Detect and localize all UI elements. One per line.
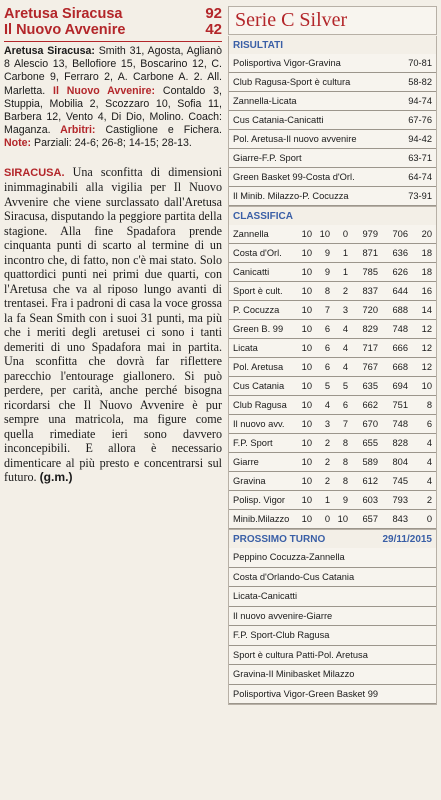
standings-ps: 668: [392, 362, 408, 372]
standings-g: 9: [324, 267, 330, 277]
away-points: 42: [205, 21, 222, 38]
standings-team: Club Ragusa: [233, 400, 287, 410]
standings-team: Sport è cult.: [233, 286, 283, 296]
standings-l: 9: [342, 495, 348, 505]
standings-pf: 670: [362, 419, 378, 429]
standings-pts: 10: [301, 495, 312, 505]
box-team2: Il Nuovo Avvenire:: [45, 84, 156, 97]
standings-ps: 644: [392, 286, 408, 296]
arbitri-label: Arbitri:: [50, 124, 96, 137]
standings-d: 12: [421, 362, 432, 372]
league-box: [228, 6, 437, 705]
standings-l: 10: [337, 514, 348, 524]
next-match: Polisportiva Vigor-Green Basket 99: [233, 688, 379, 699]
standings-ps: 706: [392, 229, 408, 239]
standings-ps: 793: [392, 495, 408, 505]
result-score: 64-74: [408, 172, 432, 182]
standings-d: 6: [426, 419, 432, 429]
next-match: Peppino Cocuzza-Zannella: [233, 552, 345, 563]
league-title: Serie C Silver: [235, 9, 348, 31]
standings-pts: 10: [301, 381, 312, 391]
next-match-row: [229, 607, 436, 627]
standings-row: [229, 282, 436, 301]
standings-g: 0: [324, 514, 330, 524]
standings-row: [229, 453, 436, 472]
standings-d: 4: [426, 476, 432, 486]
standings-l: 5: [342, 381, 348, 391]
standings-team: P. Cocuzza: [233, 305, 280, 315]
standings-g: 7: [324, 305, 330, 315]
standings-pts: 10: [301, 229, 312, 239]
standings-l: 4: [342, 324, 348, 334]
standings-pts: 10: [301, 248, 312, 258]
home-team: Aretusa Siracusa: [4, 6, 123, 22]
standings-g: 3: [324, 419, 330, 429]
result-match: Polisportiva Vigor-Gravina: [233, 58, 341, 68]
result-match: Club Ragusa-Sport è cultura: [233, 77, 351, 87]
standings-ps: 804: [392, 457, 408, 467]
standings-d: 4: [426, 438, 432, 448]
standings-pf: 717: [362, 343, 378, 353]
standings-ps: 636: [392, 248, 408, 258]
next-match: Costa d'Orlando-Cus Catania: [233, 571, 355, 582]
standings-ps: 828: [392, 438, 408, 448]
standings-pts: 10: [301, 305, 312, 315]
standings-d: 8: [426, 400, 432, 410]
standings-g: 2: [324, 476, 330, 486]
standings-team: F.P. Sport: [233, 438, 273, 448]
standings-l: 2: [342, 286, 348, 296]
standings-team: Cus Catania: [233, 381, 285, 391]
standings-pts: 10: [301, 267, 312, 277]
results-heading: RISULTATI: [229, 36, 436, 54]
result-row: [229, 187, 436, 206]
standings-pf: 635: [362, 381, 378, 391]
score-divider: [4, 41, 222, 42]
standings-ps: 688: [392, 305, 408, 315]
standings-l: 4: [342, 362, 348, 372]
standings-d: 10: [421, 381, 432, 391]
standings-pts: 10: [301, 343, 312, 353]
next-match-row: [229, 665, 436, 685]
standings-g: 8: [324, 286, 330, 296]
result-match: Zannella-Licata: [233, 96, 297, 106]
standings-d: 16: [421, 286, 432, 296]
score-line-home: [4, 6, 222, 22]
standings-g: 6: [324, 324, 330, 334]
league-header: [228, 6, 437, 35]
next-round-table: [228, 530, 437, 705]
standings-g: 6: [324, 343, 330, 353]
standings-d: 2: [426, 495, 432, 505]
result-match: Pol. Aretusa-Il nuovo avvenire: [233, 134, 357, 144]
next-match: F.P. Sport-Club Ragusa: [233, 630, 330, 641]
standings-pts: 10: [301, 476, 312, 486]
result-match: Giarre-F.P. Sport: [233, 153, 302, 163]
standings-l: 7: [342, 419, 348, 429]
standings-row: [229, 301, 436, 320]
article-text: Una sconfitta di dimensioni inimmaginabili alla vigilia per Il Nuovo Avvenire che viene surclassato dall'Aretusa Siracusa, disputando la peggiore partita della stagione. Alla fine Spadafora prende cinquanta punti di scarto al termine di un incontro che, di fatto, non c'è mai stato. Solo quattordici punti nei primi due quarti, con l'Aretusa che va al riposo lungo avanti di trentasei. Fra i padroni di casa la voce grossa la fa Sean Smith con i suoi 31 punti, ma più che i meriti degli aretusei ci sono i tanti demeriti di uno Spadafora mai in partita. Una sconfitta che dovrà far riflettere parecchio l'entourage giallonero. Si può perdere, per carità, anche perché bisogna ricordarsi che Il Nuovo Avvenire è pur sempre una matricola, ma figure come quella rimediate ieri sono davvero inconcepibili. E allora è necessario dimenticare al più presto e concentrarsi sul futuro.: [4, 164, 222, 485]
standings-l: 8: [342, 457, 348, 467]
standings-pf: 785: [362, 267, 378, 277]
standings-ps: 666: [392, 343, 408, 353]
standings-row: [229, 415, 436, 434]
standings-d: 12: [421, 343, 432, 353]
standings-pf: 589: [362, 457, 378, 467]
standings-team: Canicatti: [233, 267, 270, 277]
standings-l: 8: [342, 476, 348, 486]
standings-l: 4: [342, 343, 348, 353]
standings-g: 4: [324, 400, 330, 410]
box-score: [4, 45, 222, 151]
standings-team: Pol. Aretusa: [233, 362, 284, 372]
standings-row: [229, 377, 436, 396]
standings-g: 1: [324, 495, 330, 505]
standings-ps: 748: [392, 419, 408, 429]
standings-pf: 829: [362, 324, 378, 334]
arbitri-value: Castiglione e Fichera.: [95, 124, 223, 137]
result-match: Cus Catania-Canicatti: [233, 115, 324, 125]
next-round-list: [229, 548, 436, 704]
standings-d: 0: [426, 514, 432, 524]
standings-g: 6: [324, 362, 330, 372]
standings-team: Costa d'Orl.: [233, 248, 282, 258]
standings-pf: 603: [362, 495, 378, 505]
match-report: [4, 6, 222, 485]
next-round-label: PROSSIMO TURNO: [233, 534, 326, 545]
home-points: 92: [205, 5, 222, 22]
standings-ps: 751: [392, 400, 408, 410]
standings-row: [229, 491, 436, 510]
away-team: Il Nuovo Avvenire: [4, 22, 126, 38]
result-score: 73-91: [408, 191, 432, 201]
standings-pts: 10: [301, 438, 312, 448]
box-team1: Aretusa Siracusa:: [4, 45, 95, 57]
standings-ps: 694: [392, 381, 408, 391]
result-score: 70-81: [408, 58, 432, 68]
result-score: 63-71: [408, 153, 432, 163]
standings-d: 12: [421, 324, 432, 334]
standings-pts: 10: [301, 286, 312, 296]
standings-row: [229, 263, 436, 282]
article-signature: (g.m.): [39, 470, 73, 485]
standings-team: Polisp. Vigor: [233, 495, 286, 505]
next-round-date: 29/11/2015: [382, 534, 432, 545]
result-score: 94-74: [408, 96, 432, 106]
standings-team: Licata: [233, 343, 258, 353]
standings-d: 18: [421, 248, 432, 258]
next-round-heading: [229, 530, 436, 548]
result-row: [229, 149, 436, 168]
standings-row: [229, 434, 436, 453]
standings-l: 1: [342, 267, 348, 277]
standings-pts: 10: [301, 514, 312, 524]
standings-d: 20: [421, 229, 432, 239]
standings-ps: 843: [392, 514, 408, 524]
standings-l: 1: [342, 248, 348, 258]
score-line-away: [4, 22, 222, 38]
results-table: [228, 36, 437, 207]
standings-team: Zannella: [233, 229, 269, 239]
standings-d: 14: [421, 305, 432, 315]
next-match: Licata-Canicatti: [233, 591, 298, 602]
standings-pf: 720: [362, 305, 378, 315]
standings-l: 8: [342, 438, 348, 448]
next-match-row: [229, 646, 436, 666]
standings-pts: 10: [301, 457, 312, 467]
standings-ps: 748: [392, 324, 408, 334]
note-value: Parziali: 24-6; 26-8; 14-15; 28-13.: [31, 137, 192, 150]
standings-l: 6: [342, 400, 348, 410]
standings-pf: 655: [362, 438, 378, 448]
next-match: Il nuovo avvenire-Giarre: [233, 610, 333, 621]
standings-row: [229, 472, 436, 491]
next-match-row: [229, 587, 436, 607]
standings-ps: 745: [392, 476, 408, 486]
box-players1: Smith 31, Agosta, Aglianò 8 Alescio 13, Bellofiore 15, Boscarino 12, C. Carbone 9, Ferraro 2, A. Carbone A. 2. All. Marletta.: [4, 45, 222, 97]
standings-team: Minib.Milazzo: [233, 514, 290, 524]
standings-pf: 871: [362, 248, 378, 258]
standings-team: Green B. 99: [233, 324, 284, 334]
standings-row: [229, 358, 436, 377]
standings-row: [229, 320, 436, 339]
box-players2: Contaldo 3, Stuppia, Mobilia 2, Scozzaro 10, Sofia 11, Barbera 12, Vento 4, Di Dio, Molino. Coach: Maganza.: [4, 84, 222, 137]
standings-l: 3: [342, 305, 348, 315]
result-score: 58-82: [408, 77, 432, 87]
standings-team: Giarre: [233, 457, 259, 467]
result-match: Green Basket 99-Costa d'Orl.: [233, 172, 355, 182]
standings-team: Gravina: [233, 476, 266, 486]
standings-g: 9: [324, 248, 330, 258]
standings-pf: 767: [362, 362, 378, 372]
standings-d: 4: [426, 457, 432, 467]
standings-pts: 10: [301, 400, 312, 410]
next-match-row: [229, 568, 436, 588]
next-match: Gravina-Il Minibasket Milazzo: [233, 669, 355, 680]
standings-pf: 657: [362, 514, 378, 524]
article-dateline: SIRACUSA.: [4, 166, 65, 179]
standings-d: 18: [421, 267, 432, 277]
results-list: [229, 54, 436, 206]
result-row: [229, 111, 436, 130]
standings-row: [229, 225, 436, 244]
next-match-row: [229, 626, 436, 646]
standings-pts: 10: [301, 419, 312, 429]
result-row: [229, 73, 436, 92]
standings-list: [229, 225, 436, 529]
result-row: [229, 92, 436, 111]
standings-g: 2: [324, 457, 330, 467]
result-row: [229, 54, 436, 73]
result-row: [229, 168, 436, 187]
article-body: [4, 165, 222, 485]
next-match: Sport è cultura Patti-Pol. Aretusa: [233, 649, 368, 660]
standings-pf: 979: [362, 229, 378, 239]
standings-pts: 10: [301, 324, 312, 334]
standings-heading: CLASSIFICA: [229, 207, 436, 225]
standings-team: Il nuovo avv.: [233, 419, 285, 429]
standings-g: 5: [324, 381, 330, 391]
standings-g: 2: [324, 438, 330, 448]
standings-row: [229, 510, 436, 529]
result-row: [229, 130, 436, 149]
standings-pf: 837: [362, 286, 378, 296]
standings-l: 0: [342, 229, 348, 239]
standings-pf: 662: [362, 400, 378, 410]
next-match-row: [229, 548, 436, 568]
standings-row: [229, 396, 436, 415]
standings-table: [228, 207, 437, 530]
standings-pts: 10: [301, 362, 312, 372]
standings-row: [229, 339, 436, 358]
standings-pf: 612: [362, 476, 378, 486]
result-match: Il Minib. Milazzo-P. Cocuzza: [233, 191, 349, 201]
result-score: 94-42: [408, 134, 432, 144]
standings-g: 10: [319, 229, 330, 239]
next-match-row: [229, 685, 436, 705]
standings-ps: 626: [392, 267, 408, 277]
result-score: 67-76: [408, 115, 432, 125]
note-label: Note:: [4, 137, 32, 150]
standings-row: [229, 244, 436, 263]
